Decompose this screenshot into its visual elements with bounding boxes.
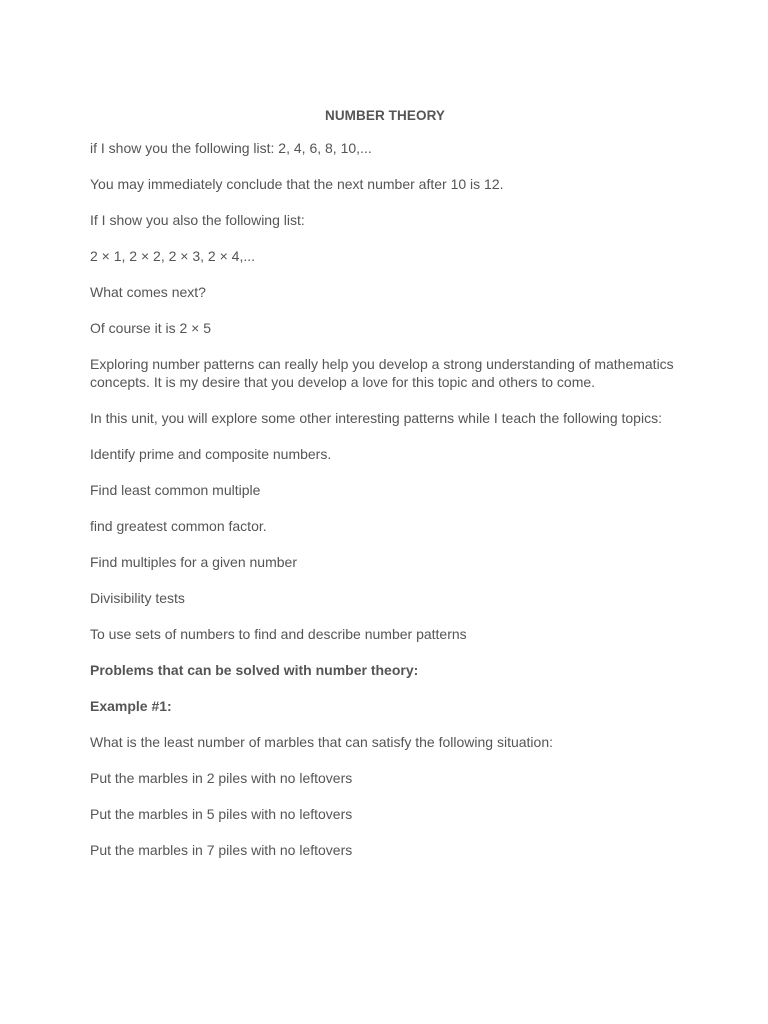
paragraph: find greatest common factor. [90,518,267,534]
section-heading: Example #1: [90,698,172,714]
paragraph: If I show you also the following list: [90,212,305,228]
paragraph: In this unit, you will explore some other interesting patterns while I teach the following topics: [90,410,662,426]
paragraph: Put the marbles in 7 piles with no leftovers [90,842,353,858]
paragraph: Find least common multiple [90,482,261,498]
paragraph: To use sets of numbers to find and describe number patterns [90,626,467,642]
document-page [90,107,680,877]
paragraph: You may immediately conclude that the next number after 10 is 12. [90,176,504,192]
section-heading: Problems that can be solved with number theory: [90,662,419,678]
paragraph: Put the marbles in 5 piles with no leftovers [90,806,353,822]
paragraph: if I show you the following list: 2, 4, 6, 8, 10,... [90,140,372,156]
paragraph: Exploring number patterns can really help you develop a strong understanding of mathematics concepts. It is my desire that you develop a love for this topic and others to come. [90,356,674,390]
document-body [90,139,680,859]
paragraph: 2 × 1, 2 × 2, 2 × 3, 2 × 4,... [90,248,256,264]
paragraph: Put the marbles in 2 piles with no leftovers [90,770,353,786]
paragraph: Find multiples for a given number [90,554,297,570]
paragraph: Divisibility tests [90,590,185,606]
paragraph: Identify prime and composite numbers. [90,446,332,462]
paragraph: Of course it is 2 × 5 [90,320,211,336]
document-title: NUMBER THEORY [324,108,446,123]
paragraph: What is the least number of marbles that can satisfy the following situation: [90,734,554,750]
paragraph: What comes next? [90,284,206,300]
